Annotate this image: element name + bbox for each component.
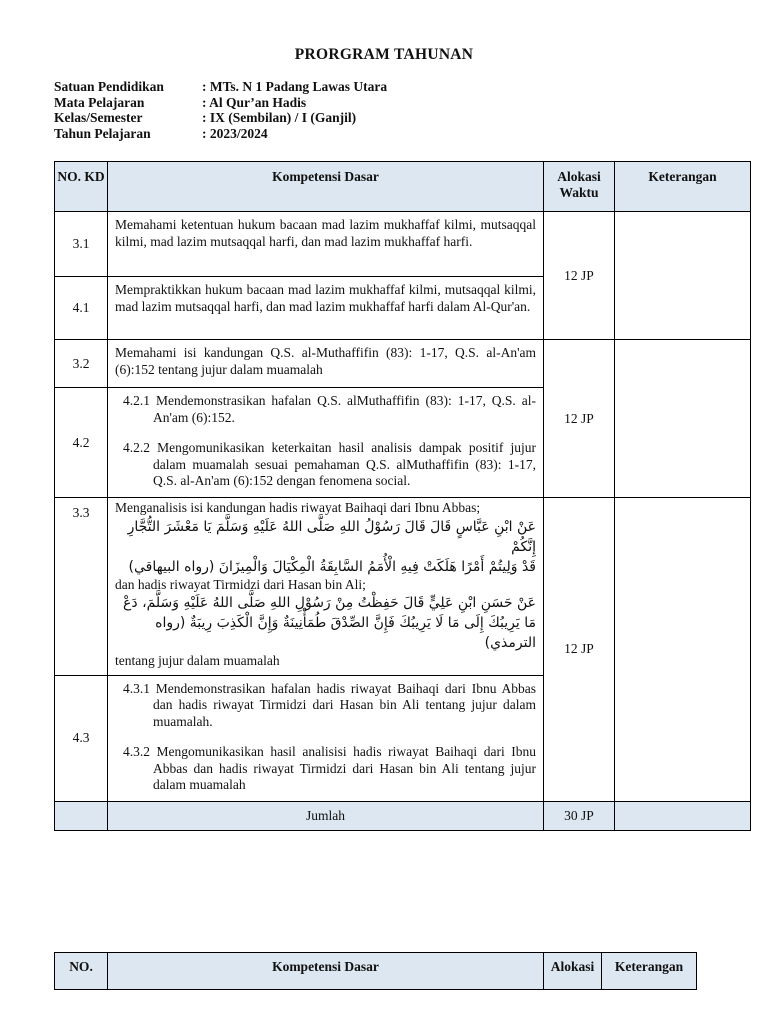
kd-number: 4.2 bbox=[55, 388, 108, 498]
alokasi-cell: 12 JP bbox=[544, 212, 615, 340]
meta-row-satuan bbox=[54, 79, 387, 95]
header-keterangan: Keterangan bbox=[602, 953, 697, 990]
hadis-mid: dan hadis riwayat Tirmidzi dari Hasan bin Ali; bbox=[115, 576, 366, 592]
meta-label: Mata Pelajaran bbox=[54, 94, 145, 110]
meta-label: Kelas/Semester bbox=[54, 110, 143, 125]
table-row bbox=[55, 212, 751, 277]
header-keterangan: Keterangan bbox=[615, 162, 751, 212]
table-header-row bbox=[55, 953, 697, 990]
arabic-text: عَنْ حَسَنِ ابْنِ عَلِيٍّ قَالَ حَفِظْتُ مِنْ رَسُوْلِ اللهِ صَلَّى اللهُ عَلَيْهِ وَسَلَّمَ، دَعْ bbox=[123, 595, 536, 611]
meta-value: : Al Qur’an Hadis bbox=[202, 94, 307, 110]
arabic-text: مَا يَرِيبُكَ إِلَى مَا لَا يَرِيبُكَ فَإِنَّ الصِّدْقَ طُمَأْنِينَةٌ وَإِنَّ الْكَذِبَ رِيبَةٌ (رواه الترمذي) bbox=[155, 615, 536, 651]
alokasi-cell: 12 JP bbox=[544, 340, 615, 498]
arabic-text: قَدْ وَلِيتُمْ أَمْرًا هَلَكَتْ فِيهِ الْأُمَمُ السَّابِقَةُ الْمِكْيَالَ وَالْمِيزَانَ (رواه البيهاقي) bbox=[128, 558, 536, 575]
header-no-kd: NO. KD bbox=[55, 162, 108, 212]
header-alokasi: Alokasi bbox=[544, 953, 602, 990]
meta-value: : 2023/2024 bbox=[202, 125, 268, 141]
kd-subitem: 4.2.1 Mendemonstrasikan hafalan Q.S. alMuthaffifin (83): 1-17, Q.S. al-An'am (6):152. bbox=[123, 393, 536, 425]
header-kompetensi: Kompetensi Dasar bbox=[108, 953, 544, 990]
keterangan-cell bbox=[615, 340, 751, 498]
document-meta bbox=[54, 79, 387, 141]
table-row bbox=[55, 340, 751, 388]
meta-row-mapel bbox=[54, 95, 387, 111]
kd-text: Memahami ketentuan hukum bacaan mad lazim mukhaffaf kilmi, mutsaqqal kilmi, mad lazim mutsaqqal harfi, dan mad lazim mukhaffaf harfi. bbox=[108, 212, 544, 277]
meta-value: : MTs. N 1 Padang Lawas Utara bbox=[202, 79, 388, 94]
meta-row-tahun bbox=[54, 126, 387, 142]
document-title: PRORGRAM TAHUNAN bbox=[294, 46, 474, 63]
kd-number: 3.2 bbox=[55, 340, 108, 388]
hadis-end: tentang jujur dalam muamalah bbox=[115, 653, 280, 668]
program-table-continued bbox=[54, 952, 697, 990]
meta-label: Satuan Pendidikan bbox=[54, 79, 164, 94]
kd-text bbox=[108, 675, 544, 801]
meta-label: Tahun Pelajaran bbox=[54, 125, 151, 141]
meta-row-kelas bbox=[54, 110, 387, 126]
kd-text: Memahami isi kandungan Q.S. al-Muthaffifin (83): 1-17, Q.S. al-An'am (6):152 tentang jujur dalam muamalah bbox=[108, 340, 544, 388]
total-label: Jumlah bbox=[108, 801, 544, 830]
kd-text bbox=[108, 498, 544, 676]
header-no: NO. bbox=[55, 953, 108, 990]
kd-number: 3.3 bbox=[55, 498, 108, 676]
kd-text bbox=[108, 388, 544, 498]
kd-number: 3.1 bbox=[55, 212, 108, 277]
arabic-text: عَنْ ابْنِ عَبَّاسٍ قَالَ قَالَ رَسُوْلُ اللهِ صَلَّى اللهُ عَلَيْهِ وَسَلَّمَ يَا مَعْشَرَ التُّجَّارِ إِنَّكُمْ bbox=[127, 518, 536, 555]
header-kompetensi: Kompetensi Dasar bbox=[108, 162, 544, 212]
total-empty-cell bbox=[55, 801, 108, 830]
kd-subitem: 4.3.1 Mendemonstrasikan hafalan hadis riwayat Baihaqi dari Ibnu Abbas dan hadis riwayat Tirmidzi dari Hasan bin Ali tentang jujur dalam muamalah. bbox=[123, 680, 536, 729]
keterangan-cell bbox=[615, 212, 751, 340]
meta-value: : IX (Sembilan) / I (Ganjil) bbox=[202, 110, 357, 125]
kd-number: 4.3 bbox=[55, 675, 108, 801]
alokasi-cell: 12 JP bbox=[544, 498, 615, 802]
kd-text: Mempraktikkan hukum bacaan mad lazim mukhaffaf kilmi, mutsaqqal kilmi, mad lazim mutsaqqal harfi, dan mad lazim mukhaffaf harfi dalam Al-Qur'an. bbox=[108, 277, 544, 340]
header-alokasi: Alokasi Waktu bbox=[544, 162, 615, 212]
kd-subitem: 4.2.2 Mengomunikasikan keterkaitan hasil analisis dampak positif jujur dalam muamalah sesuai pemahaman Q.S. alMuthaffifin (83): 1-17, Q.S. al-An'am (6):152 dengan fenomena social. bbox=[123, 440, 536, 488]
hadis-intro: Menganalisis isi kandungan hadis riwayat Baihaqi dari Ibnu Abbas; bbox=[115, 500, 481, 515]
table-row bbox=[55, 498, 751, 676]
kd-subitem: 4.3.2 Mengomunikasikan hasil analisisi hadis riwayat Baihaqi dari Ibnu Abbas dan hadis riwayat Tirmidzi dari Hasan bin Ali tentang jujur dalam muamalah bbox=[123, 744, 536, 792]
keterangan-cell bbox=[615, 498, 751, 802]
total-keterangan bbox=[615, 801, 751, 830]
table-header-row bbox=[55, 162, 751, 212]
total-row bbox=[55, 801, 751, 830]
kd-number: 4.1 bbox=[55, 277, 108, 340]
program-table bbox=[54, 161, 751, 831]
total-value: 30 JP bbox=[544, 801, 615, 830]
